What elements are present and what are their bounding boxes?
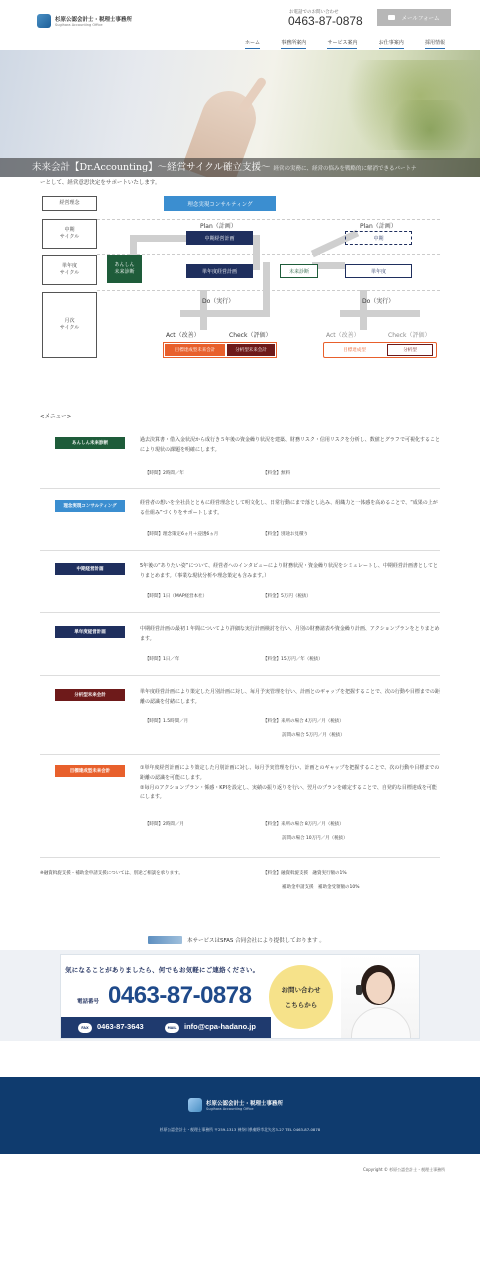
- contact-banner[interactable]: [60, 954, 420, 1039]
- cycle-diagram: [0, 190, 480, 370]
- goal-box-right: 目標達成型: [343, 348, 366, 353]
- menu-badge-goal: 目標達成型未来会計: [55, 765, 125, 777]
- menu-fee-rinen: 【料金】別途お見積り: [263, 532, 308, 537]
- sfas-line: [148, 936, 325, 944]
- menu-time-bunseki: 【時間】1.5時間／月: [145, 719, 189, 724]
- menu-badge-bunseki: 分析型未来会計: [55, 689, 125, 701]
- banner-headline: 気になることがありましたら、何でもお気軽にご連絡ください。: [65, 966, 260, 974]
- menu-desc-goal: ①単年度経営計画により策定した月別計画に対し、毎月予実管理を行い、計画とのギャップを把握することで、次の行動や目標までの距離の認識を可能にします。 ②毎月のアクションプラン・係感・KPIを設定し、実績の振り返りを行い、翌月のプランを確定することで、自発的な目標達成を可能にします。: [140, 765, 440, 801]
- menu-separator: [40, 857, 440, 858]
- logo-main-text: 杉原公認会計士・税理士事務所: [55, 17, 133, 23]
- sfas-logo-icon: [148, 936, 182, 944]
- menu-desc-chuki: 5年後の“ありたい姿”について、経営者へのインタビューにより財務状況・資金繰り状況をシミュレートし、中期経営計画書としてとりまとめます。（事業な現状分析や理念策定も含みます。）: [140, 563, 438, 579]
- menu-separator: [40, 675, 440, 676]
- rinen-consulting-box: 理念実現コンサルティング: [164, 196, 276, 211]
- header-phone[interactable]: 0463-87-0878: [288, 14, 363, 28]
- label-chuki-cycle: 中期 サイクル: [42, 219, 97, 249]
- operator-photo: [341, 955, 420, 1039]
- menu-separator: [40, 612, 440, 613]
- hero-title-ext: 経営の実務に、経営の悩みを戦略的に解消できるパートナ: [273, 166, 417, 172]
- mail-form-button[interactable]: [377, 9, 451, 26]
- logo-mark-icon: [37, 14, 51, 28]
- menu-fee-chuki: 【料金】5万円（税抜）: [263, 594, 311, 599]
- check-label-right: Check（評価）: [388, 332, 431, 339]
- banner-phone[interactable]: 0463-87-0878: [108, 982, 252, 1009]
- copyright: Copyright © 杉原公認会計士・税理士事務所: [363, 1167, 446, 1172]
- label-getsuji-cycle: 月次 サイクル: [42, 292, 97, 358]
- nav-recruit[interactable]: 採用情報: [425, 37, 445, 49]
- footer-logo-mark-icon: [188, 1098, 202, 1112]
- nav-work[interactable]: お仕事案内: [379, 37, 404, 49]
- hero-subtitle: ーとして、経営意思決定をサポートいたします。: [40, 180, 161, 186]
- fax-badge-icon: FAX: [78, 1023, 92, 1033]
- do-label-right: Do（実行）: [362, 298, 395, 305]
- menu-time-tannen: 【時間】1日／年: [145, 657, 180, 662]
- menu-time-chuki: 【時間】1日（MAP経営本社）: [145, 594, 208, 599]
- banner-phone-label: 電話番号: [77, 999, 100, 1005]
- menu-time-anshin: 【時間】2時間／年: [145, 471, 184, 476]
- banner-fax: 0463-87-3643: [97, 1022, 144, 1031]
- bunseki-box-left: 分析型未来会計: [227, 344, 275, 356]
- menu-note: ※融資斡旋支援・補助金申請支援については、別途ご相談を承ります。: [40, 871, 183, 876]
- menu-desc-anshin: 過去決算書・借入金状況から成行き５年後の資金繰り状況を建築、財務リスク・信用リスクを分析し、数値とグラフで可視化することにより現状の課題を明確にします。: [140, 437, 440, 453]
- chuki-right-box: 中期: [345, 231, 412, 245]
- nav-office[interactable]: 事務所案内: [281, 37, 306, 49]
- hero-title: 未来会計【Dr.Accounting】～経営サイクル確立支援～: [32, 162, 271, 173]
- mirai-shindan-box: 未来診断: [280, 264, 318, 278]
- do-label-left: Do（実行）: [202, 298, 235, 305]
- tannen-plan-box: 単年度経営計画: [186, 264, 253, 278]
- footer-logo[interactable]: [188, 1098, 283, 1112]
- menu-badge-tannen: 単年度経営計画: [55, 626, 125, 638]
- goal-box-left: 目標達成型未来会計: [165, 344, 225, 356]
- menu-fee2-goal: 訪問の場合 10万円／月（税抜）: [282, 836, 348, 841]
- footer-address: 杉原公認会計士・税理士事務所 〒259-1313 神奈川県秦野市北矢名3-27 TEL 0463-87-0878: [159, 1127, 321, 1132]
- logo[interactable]: [37, 14, 132, 28]
- contact-circle[interactable]: [269, 965, 333, 1029]
- menu-desc-bunseki: 単年度経営計画により策定した月別計画に対し、毎月予実管理を行い、計画とのギャップを把握することで、次の行動や目標までの距離の認識を付緒にします。: [140, 689, 440, 705]
- act-label-left: Act（改善）: [166, 332, 200, 339]
- mail-icon: [388, 15, 395, 20]
- nav-home[interactable]: ホーム: [245, 37, 260, 49]
- menu-fee-anshin: 【料金】無料: [263, 471, 290, 476]
- circle-line-1: お問い合わせ: [281, 986, 321, 994]
- circle-line-2: こちらから: [284, 1001, 318, 1009]
- menu-note-fee1: 【料金】融資斡旋支援 融資実行額の1%: [263, 871, 347, 876]
- logo-sub-text: Sugihara Accounting Office: [55, 23, 103, 27]
- menu-fee-goal: 【料金】来所の場合 8万円／月（税抜）: [263, 822, 344, 827]
- footer-logo-main: 杉原公認会計士・税理士事務所: [206, 1101, 284, 1107]
- global-nav: [245, 37, 445, 49]
- menu-separator: [40, 488, 440, 489]
- menu-desc-tannen: 中期経営計画の最初１年間についてより詳細な実行計画検討を行い、月別の財務諸表や資金繰り計画、アクションプランをとりまとめます。: [140, 626, 440, 642]
- nav-service[interactable]: サービス案内: [327, 37, 357, 49]
- footer-logo-sub: Sugihara Accounting Office: [206, 1107, 254, 1111]
- header: [0, 0, 480, 50]
- plan-label-left: Plan（計画）: [200, 223, 237, 230]
- label-rinen: 経営理念: [42, 196, 97, 211]
- check-label-left: Check（評価）: [229, 332, 272, 339]
- menu-note-fee2: 補助金申請支援 補助金受領額の10%: [282, 885, 360, 890]
- hero-image: [0, 50, 480, 177]
- menu-fee-bunseki: 【料金】来所の場合 4万円／月（税抜）: [263, 719, 344, 724]
- tannen-right-box: 単年度: [345, 264, 412, 278]
- mail-form-label: メールフォーム: [401, 15, 440, 22]
- menu-heading: <メニュー>: [40, 414, 72, 420]
- menu-time-rinen: 【時間】理念策定6ヵ月＋浸透6ヵ月: [145, 532, 219, 537]
- chuki-plan-box: 中期経営計画: [186, 231, 253, 245]
- menu-badge-chuki: 中期経営計画: [55, 563, 125, 575]
- banner-mail[interactable]: info@cpa-hadano.jp: [184, 1022, 256, 1031]
- menu-fee2-bunseki: 訪問の場合 5万円／月（税抜）: [282, 733, 345, 738]
- menu-separator: [40, 550, 440, 551]
- menu-separator: [40, 754, 440, 755]
- bunseki-box-right: 分析型: [387, 344, 433, 356]
- menu-desc-rinen: 経営者の想いを全社員とともに経営理念として明文化し、日常行動にまで落とし込み、組織力と一体感を高めることで、“成果の上がる仕組み”づくりをサポートします。: [140, 500, 438, 516]
- sfas-text: 本サービスはSFAS 合同会社により提供しております 。: [187, 938, 325, 944]
- menu-badge-rinen: 理念実現コンサルティング: [55, 500, 125, 512]
- footer: [0, 1077, 480, 1154]
- plan-label-right: Plan（計画）: [360, 223, 397, 230]
- mail-badge-icon: MAIL: [165, 1023, 179, 1033]
- menu-badge-anshin: あんしん未来診断: [55, 437, 125, 449]
- act-label-right: Act（改善）: [326, 332, 360, 339]
- menu-fee-tannen: 【料金】15万円／年（税抜）: [263, 657, 323, 662]
- phone-caption: お電話でのお問い合わせ: [289, 10, 339, 15]
- menu-time-goal: 【時間】2時間／月: [145, 822, 184, 827]
- label-tannen-cycle: 単年度 サイクル: [42, 255, 97, 285]
- anshin-box: あんしん 未来診断: [107, 255, 142, 283]
